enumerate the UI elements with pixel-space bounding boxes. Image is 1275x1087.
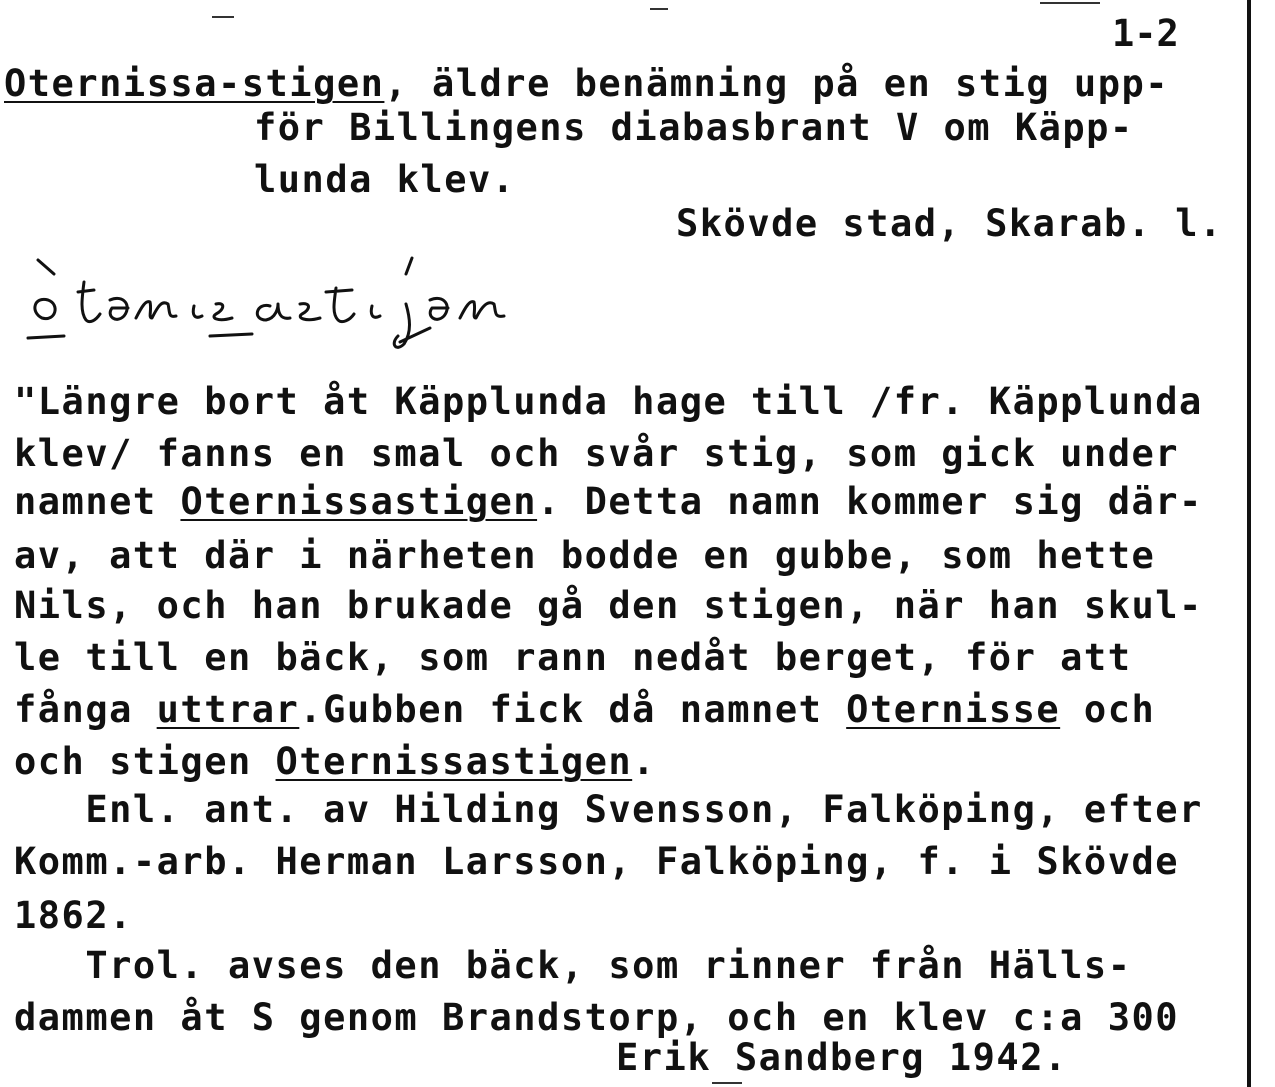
entry-heading-line — [4, 62, 1169, 106]
location: Skövde stad, Skarab. l. — [676, 202, 1223, 245]
source-line-3: 1862. — [14, 894, 133, 937]
place-name-underlined-2: Oternissastigen — [275, 740, 633, 783]
word-uttrar-underlined: uttrar — [156, 688, 300, 731]
card-edge-line — [1247, 0, 1251, 1087]
quote-line-4: av, att där i närheten bodde en gubbe, som hette — [14, 534, 1156, 577]
definition-line-2: för Billingens diabasbrant V om Käpp- — [254, 106, 1134, 149]
quote-line-8-end: . — [632, 740, 656, 783]
definition-line-1: , äldre benämning på en stig upp- — [384, 62, 1170, 105]
quote-line-3-end: . Detta namn kommer sig där- — [537, 480, 1203, 523]
nickname-underlined: Oternisse — [846, 688, 1061, 731]
note-line-1: Trol. avses den bäck, som rinner från Hälls- — [14, 944, 1132, 987]
note-line-2: dammen åt S genom Brandstorp, och en klev c:a 300 — [14, 996, 1180, 1039]
quote-line-7-middle: .Gubben fick då namnet — [299, 688, 847, 731]
source-line-1: Enl. ant. av Hilding Svensson, Falköping, efter — [14, 788, 1203, 831]
quote-line-3-start: namnet — [14, 480, 181, 523]
quote-line-5: Nils, och han brukade gå den stigen, när han skul- — [14, 584, 1203, 627]
handwritten-pronunciation — [20, 248, 620, 358]
quote-line-2: klev/ fanns en smal och svår stig, som gick under — [14, 432, 1180, 475]
definition-line-3: lunda klev. — [254, 158, 516, 201]
place-name-underlined: Oternissastigen — [180, 480, 538, 523]
quote-line-7-start: fånga — [14, 688, 157, 731]
headword: Oternissa-stigen — [4, 62, 385, 105]
quote-line-3 — [14, 480, 1203, 524]
quote-line-7 — [14, 688, 1155, 732]
quote-line-8-start: och stigen — [14, 740, 276, 783]
signature: Erik Sandberg 1942. — [616, 1036, 1068, 1079]
quote-line-6: le till en bäck, som rann nedåt berget, för att — [14, 636, 1132, 679]
quote-line-7-end: och — [1060, 688, 1156, 731]
page-number: 1-2 — [1112, 12, 1179, 55]
source-line-2: Komm.-arb. Herman Larsson, Falköping, f. i Skövde — [14, 840, 1180, 883]
quote-line-8 — [14, 740, 656, 784]
quote-line-1: "Längre bort åt Käpplunda hage till /fr. Käpplunda — [14, 380, 1203, 423]
